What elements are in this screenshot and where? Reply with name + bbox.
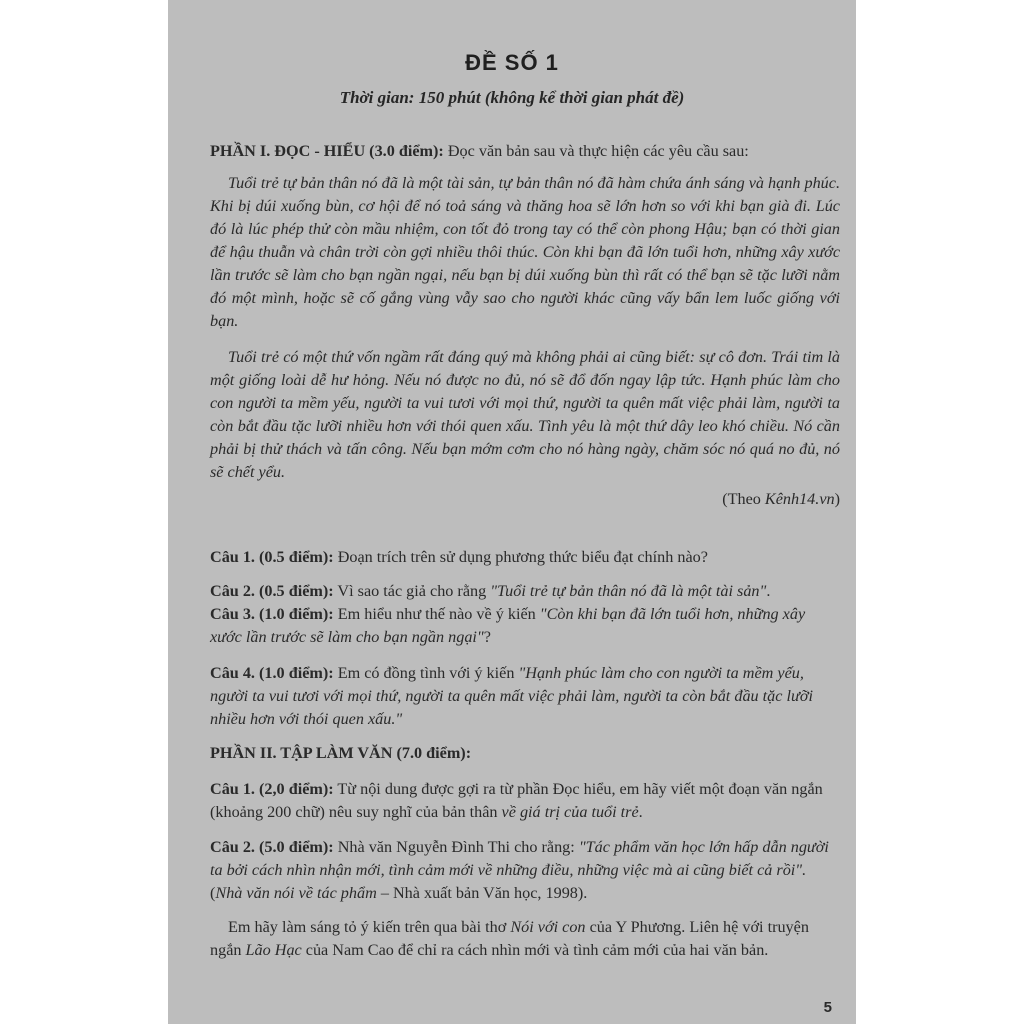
page-title: ĐỀ SỐ 1 — [465, 50, 559, 75]
final-text-3: của Nam Cao để chỉ ra cách nhìn mới và tình cảm mới của hai văn bản. — [301, 941, 769, 959]
question-3 — [210, 603, 840, 649]
question-4-quote: "Hạnh phúc làm cho con người ta mềm yếu, người ta vui tươi với mọi thứ, người ta quên mất việc phải làm, người ta còn bắt đầu tặc lưỡi nhiều hơn với thói quen xấu." — [210, 664, 813, 728]
question-3-label: Câu 3. (1.0 điểm): — [210, 605, 334, 623]
question-3-quote: "Còn khi bạn đã lớn tuổi hơn, những xây xước lần trước sẽ làm cho bạn ngần ngại" — [210, 605, 806, 646]
final-text-1: Em hãy làm sáng tỏ ý kiến trên qua bài thơ — [228, 918, 511, 936]
question-2-quote: "Tuổi trẻ tự bản thân nó đã là một tài sản" — [490, 582, 767, 600]
question-2 — [210, 580, 840, 603]
exam-duration: Thời gian: 150 phút (không kể thời gian phát đề) — [339, 88, 685, 107]
page-number: 5 — [823, 999, 832, 1016]
question-2-label: Câu 2. (0.5 điểm): — [210, 582, 334, 600]
question-2-after: . — [766, 582, 771, 600]
essay-question-2-text: Nhà văn Nguyễn Đình Thi cho rằng: — [333, 838, 579, 856]
source-name: Kênh14.vn — [764, 490, 835, 508]
source-suffix: ) — [834, 490, 840, 508]
source-prefix: (Theo — [722, 490, 765, 508]
essay-question-2-quote: "Tác phẩm văn học lớn hấp dẫn người ta bởi cách nhìn nhận mới, tình cảm mới về những điều, những việc mà ai cũng biết cả rồi". — [210, 838, 829, 879]
passage-source — [210, 488, 840, 511]
essay-question-2-ref-title: Nhà văn nói về tác phẩm — [215, 884, 377, 902]
poem-title: Nói với con — [510, 918, 586, 936]
story-title: Lão Hạc — [245, 941, 302, 959]
passage-paragraph-1: Tuổi trẻ tự bản thân nó đã là một tài sản, tự bản thân nó đã hàm chứa ánh sáng và hạnh phúc. Khi bị dúi xuống bùn, cơ hội để nó toả sáng và thăng hoa sẽ lớn hơn so với khi bạn già đi. Lúc đó là lúc phép thử còn mầu nhiệm, con tốt đỏ trong tay có thể còn phong Hậu; bạn có thời gian để hậu thuẫn và chân trời còn gợi nhiều thôi thúc. Còn khi bạn đã lớn tuổi hơn, những xây xước lần trước sẽ làm cho bạn ngần ngại, nếu bạn bị dúi xuống bùn thì rất có thể bạn sẽ tặc lưỡi nằm đó một mình, hoặc sẽ cố gắng vùng vẫy sao cho người khác cũng vấy bẩn lem luốc giống với bạn. — [210, 174, 840, 330]
final-text-2: của Y Phương. Liên hệ với truyện ngắn — [210, 918, 809, 959]
question-1-label: Câu 1. (0.5 điểm): — [210, 548, 334, 566]
left-margin — [0, 0, 168, 1024]
question-1-text: Đoạn trích trên sử dụng phương thức biểu đạt chính nào? — [333, 548, 708, 566]
question-3-text: Em hiểu như thế nào về ý kiến — [333, 605, 540, 623]
part1-heading: PHẦN I. ĐỌC - HIỂU (3.0 điểm): — [210, 142, 444, 160]
essay-question-2-label: Câu 2. (5.0 điểm): — [210, 838, 334, 856]
right-margin — [856, 0, 1024, 1024]
question-4-label: Câu 4. (1.0 điểm): — [210, 664, 334, 682]
essay-question-1-label: Câu 1. (2,0 điểm): — [210, 780, 334, 798]
essay-question-1-topic: về giá trị của tuổi trẻ — [501, 803, 639, 821]
book-page — [168, 0, 856, 1024]
essay-question-2-ref-open: ( — [210, 884, 216, 902]
question-3-after: ? — [483, 628, 491, 646]
question-1 — [210, 546, 840, 569]
question-4 — [210, 662, 840, 731]
part2-heading: PHẦN II. TẬP LÀM VĂN (7.0 điểm): — [210, 744, 472, 762]
part1-instruction: Đọc văn bản sau và thực hiện các yêu cầu sau: — [443, 142, 749, 160]
essay-question-1-text: Từ nội dung được gợi ra từ phần Đọc hiểu, em hãy viết một đoạn văn ngắn (khoảng 200 chữ) nêu suy nghĩ của bản thân — [210, 780, 823, 821]
essay-question-1-after: . — [638, 803, 643, 821]
question-4-text: Em có đồng tình với ý kiến — [333, 664, 519, 682]
part1-header — [210, 140, 840, 163]
essay-question-2 — [210, 836, 840, 905]
passage-paragraph-2: Tuổi trẻ có một thứ vốn ngầm rất đáng quý mà không phải ai cũng biết: sự cô đơn. Trái tim là một giống loài dễ hư hỏng. Nếu nó được no đủ, nó sẽ đổ đốn ngay lập tức. Hạnh phúc làm cho con người ta mềm yếu, người ta vui tươi với mọi thứ, người ta quên mất việc phải làm, người ta còn bắt đầu tặc lưỡi nhiều hơn với thói quen xấu. Tình yêu là một thứ dây leo khó chiều. Nó cần phải bị thử thách và tấn công. Nếu bạn mớm cơm cho nó hàng ngày, chăm sóc nó quá no đủ, nó sẽ chết yểu. — [210, 348, 840, 481]
question-2-text: Vì sao tác giả cho rằng — [333, 582, 491, 600]
essay-final-instruction — [210, 916, 840, 962]
essay-question-1 — [210, 778, 840, 824]
essay-question-2-ref-rest: – Nhà xuất bản Văn học, 1998). — [376, 884, 588, 902]
